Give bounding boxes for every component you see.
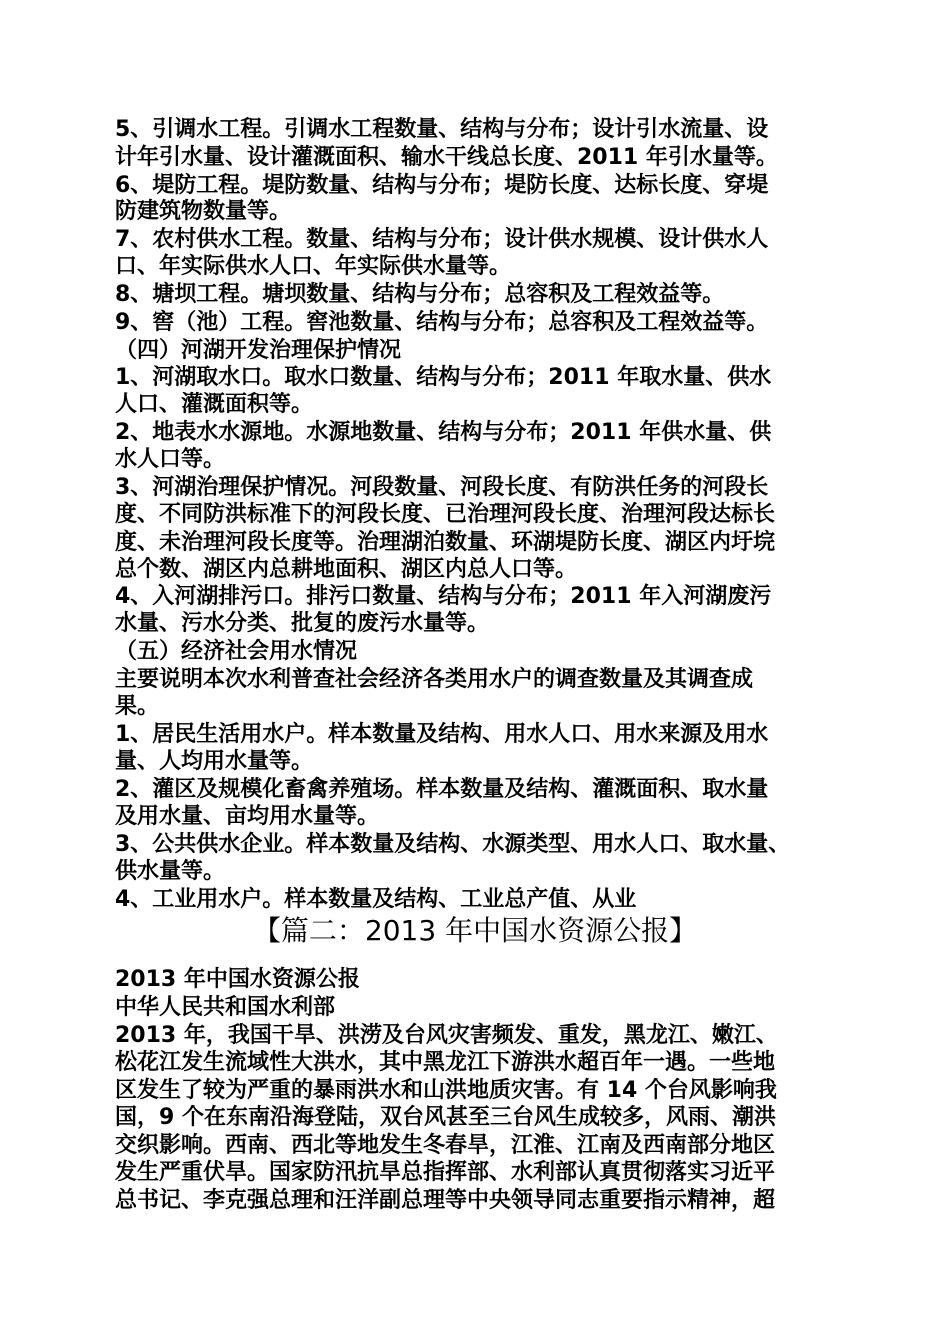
text-line: 4、工业用水户。样本数量及结构、工业总产值、从业 (115, 887, 637, 912)
text-line: 1、居民生活用水户。样本数量及结构、用水人口、用水来源及用水 (115, 722, 769, 747)
section-heading-four: （四）河湖开发治理保护情况 (115, 338, 402, 363)
text-line: 2013 年，我国干旱、洪涝及台风灾害频发、重发，黑龙江、嫩江、 (115, 1023, 778, 1048)
section-heading-five: （五）经济社会用水情况 (115, 639, 358, 664)
text-line: 3、公共供水企业。样本数量及结构、水源类型、用水人口、取水量、 (115, 832, 791, 857)
text-line: 度、不同防洪标准下的河段长度、已治理河段长度、治理河段达标长 (115, 502, 776, 527)
report-issuer: 中华人民共和国水利部 (115, 995, 336, 1020)
text-line: 总个数、湖区内总耕地面积、湖区内总人口等。 (115, 557, 578, 582)
text-line: 果。 (115, 694, 160, 719)
text-line: 5、引调水工程。引调水工程数量、结构与分布；设计引水流量、设 (115, 117, 769, 142)
text-line: 水量、污水分类、批复的废污水量等。 (115, 611, 490, 636)
text-line: 松花江发生流域性大洪水，其中黑龙江下游洪水超百年一遇。一些地 (115, 1050, 776, 1075)
text-line: 量、人均用水量等。 (115, 749, 314, 774)
text-line: 供水量等。 (115, 859, 226, 884)
text-line: 7、农村供水工程。数量、结构与分布；设计供水规模、设计供水人 (115, 227, 769, 252)
text-line: 度、未治理河段长度等。治理湖泊数量、环湖堤防长度、湖区内圩垸 (115, 530, 776, 555)
text-line: 2、地表水水源地。水源地数量、结构与分布；2011 年供水量、供 (115, 420, 772, 445)
text-line: 总书记、李克强总理和汪洋副总理等中央领导同志重要指示精神，超 (115, 1188, 776, 1213)
text-line: 口、年实际供水人口、年实际供水量等。 (115, 254, 512, 279)
text-line: 3、河湖治理保护情况。河段数量、河段长度、有防洪任务的河段长 (115, 475, 769, 500)
text-line: 1、河湖取水口。取水口数量、结构与分布；2011 年取水量、供水 (115, 365, 772, 390)
text-line: 4、入河湖排污口。排污口数量、结构与分布；2011 年入河湖废污 (115, 584, 772, 609)
text-line: 人口、灌溉面积等。 (115, 392, 314, 417)
text-line: 8、塘坝工程。塘坝数量、结构与分布；总容积及工程效益等。 (115, 282, 725, 307)
article-heading: 【篇二：2013 年中国水资源公报】 (252, 914, 698, 947)
text-line: 及用水量、亩均用水量等。 (115, 804, 380, 829)
text-line: 计年引水量、设计灌溉面积、输水干线总长度、2011 年引水量等。 (115, 145, 778, 170)
text-line: 9、窖（池）工程。窖池数量、结构与分布；总容积及工程效益等。 (115, 310, 769, 335)
text-line: 国，9 个在东南沿海登陆，双台风甚至三台风生成较多，风雨、潮洪 (115, 1105, 776, 1130)
text-line: 交织影响。西南、西北等地发生冬春旱，江淮、江南及西南部分地区 (115, 1133, 776, 1158)
text-line: 水人口等。 (115, 447, 226, 472)
text-line: 发生严重伏旱。国家防汛抗旱总指挥部、水利部认真贯彻落实习近平 (115, 1160, 776, 1185)
text-line: 6、堤防工程。堤防数量、结构与分布；堤防长度、达标长度、穿堤 (115, 173, 769, 198)
text-line: 区发生了较为严重的暴雨洪水和山洪地质灾害。有 14 个台风影响我 (115, 1078, 777, 1103)
text-line: 主要说明本次水利普查社会经济各类用水户的调查数量及其调查成 (115, 667, 754, 692)
text-line: 2、灌区及规模化畜禽养殖场。样本数量及结构、灌溉面积、取水量 (115, 777, 769, 802)
report-title: 2013 年中国水资源公报 (115, 967, 360, 992)
text-line: 防建筑物数量等。 (115, 199, 292, 224)
